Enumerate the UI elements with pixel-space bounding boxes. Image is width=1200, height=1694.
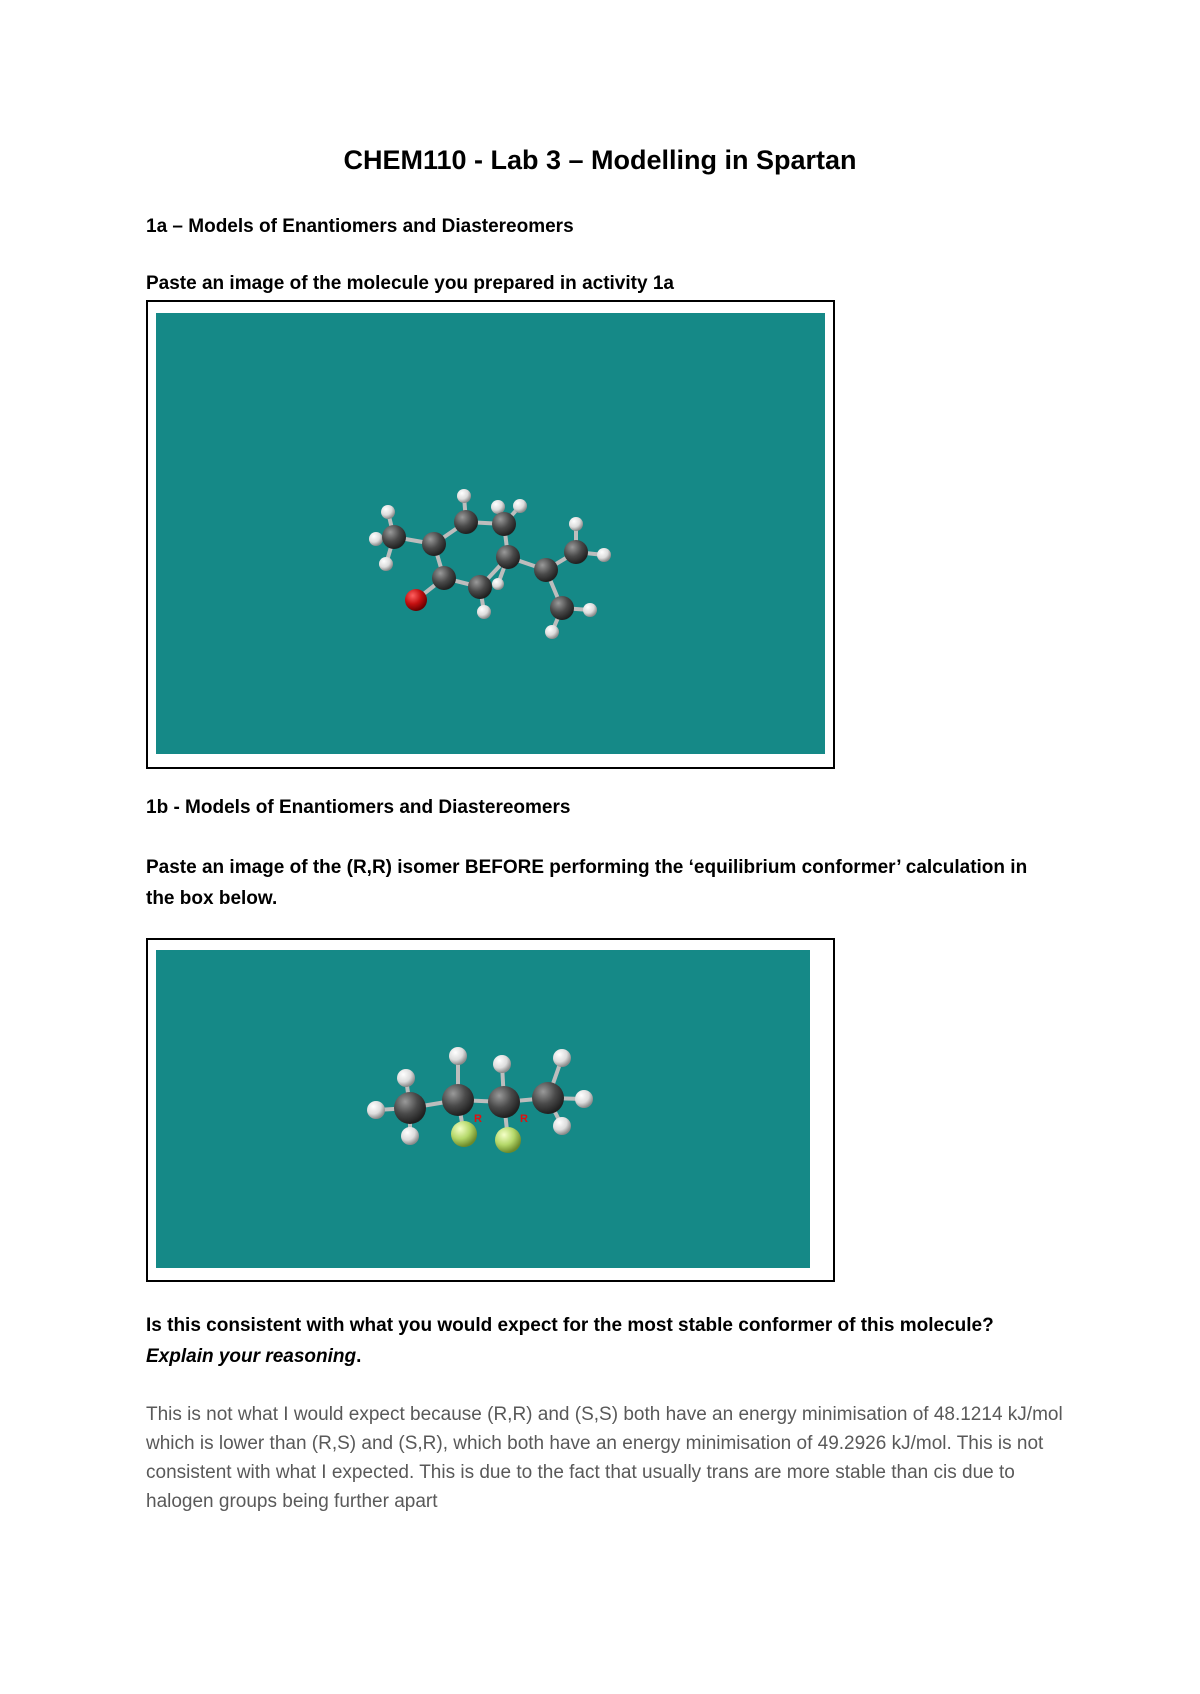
molecule-image-1b	[148, 940, 837, 1284]
section-1a-heading: 1a – Models of Enantiomers and Diastereomers	[146, 216, 574, 237]
page-title: CHEM110 - Lab 3 – Modelling in Spartan	[343, 145, 857, 175]
molecule-image-1b-frame	[146, 938, 835, 1282]
question-end: .	[356, 1346, 362, 1367]
stereo-label-r2: R	[520, 1113, 528, 1125]
stereo-label-r1: R	[474, 1113, 482, 1125]
section-1b-heading: 1b - Models of Enantiomers and Diastereomers	[146, 797, 571, 818]
section-1b-prompt: Paste an image of the (R,R) isomer BEFORE performing the ‘equilibrium conformer’ calculation in the box below.	[146, 857, 1028, 909]
molecule-image-1a	[148, 302, 837, 771]
answer-text: This is not what I would expect because (R,R) and (S,S) both have an energy minimisation of 48.1214 kJ/mol which is lower than (R,S) and (S,R), which both have an energy minimisation of 49.2926 kJ/mol. This is not consistent with what I expected. This is due to the fact that usually trans are more stable than cis due to halogen groups being further apart	[146, 1404, 1063, 1512]
question-main: Is this consistent with what you would expect for the most stable conformer of this molecule?	[146, 1315, 994, 1336]
atoms-1a	[369, 489, 611, 639]
question-text	[146, 1310, 1046, 1372]
molecule-image-1a-frame	[146, 300, 835, 769]
section-1a-prompt: Paste an image of the molecule you prepared in activity 1a	[146, 273, 674, 294]
question-emphasis: Explain your reasoning	[146, 1346, 357, 1367]
